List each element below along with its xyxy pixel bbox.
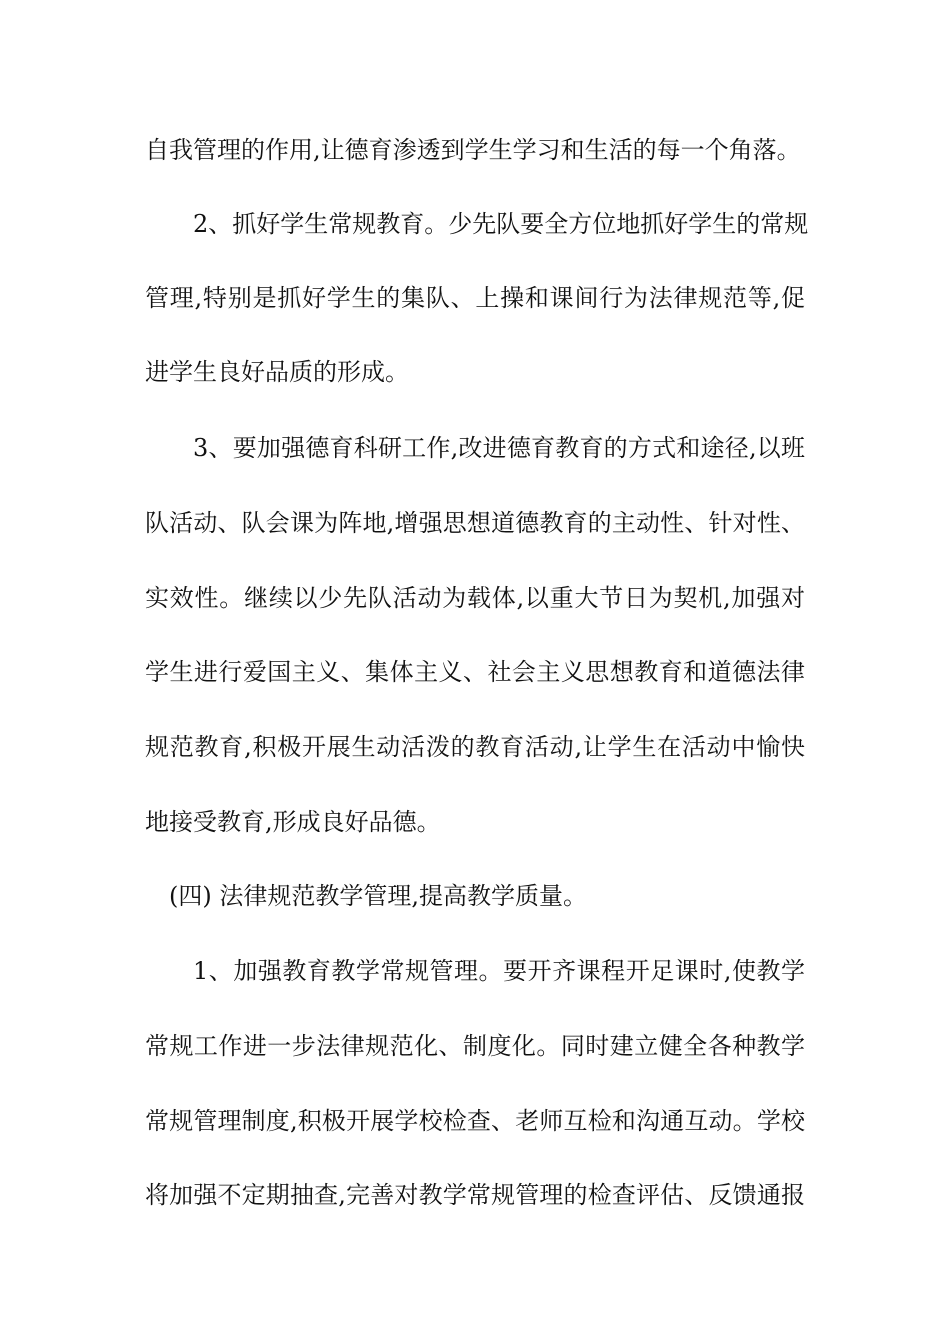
text-line-12: 1、加强教育教学常规管理。要开齐课程开足课时,使教学 xyxy=(193,957,805,985)
text-line-5: 3、要加强德育科研工作,改进德育教育的方式和途径,以班 xyxy=(193,434,805,462)
text-line-1: 自我管理的作用,让德育渗透到学生学习和生活的每一个角落。 xyxy=(145,136,801,164)
text-line-9: 规范教育,积极开展生动活泼的教育活动,让学生在活动中愉快 xyxy=(145,733,805,761)
section-heading: (四) 法律规范教学管理,提高教学质量。 xyxy=(169,882,587,910)
text-line-4: 进学生良好品质的形成。 xyxy=(145,358,409,386)
text-line-8: 学生进行爱国主义、集体主义、社会主义思想教育和道德法律 xyxy=(145,658,805,686)
text-line-7: 实效性。继续以少先队活动为载体,以重大节日为契机,加强对 xyxy=(145,584,805,612)
text-line-10: 地接受教育,形成良好品德。 xyxy=(145,808,441,836)
text-line-14: 常规管理制度,积极开展学校检查、老师互检和沟通互动。学校 xyxy=(145,1107,805,1135)
text-line-15: 将加强不定期抽查,完善对教学常规管理的检查评估、反馈通报 xyxy=(145,1181,805,1209)
text-line-6: 队活动、队会课为阵地,增强思想道德教育的主动性、针对性、 xyxy=(145,509,805,537)
text-line-13: 常规工作进一步法律规范化、制度化。同时建立健全各种教学 xyxy=(145,1032,805,1060)
text-line-3: 管理,特别是抓好学生的集队、上操和课间行为法律规范等,促 xyxy=(145,284,805,312)
text-line-2: 2、抓好学生常规教育。少先队要全方位地抓好学生的常规 xyxy=(193,210,809,238)
